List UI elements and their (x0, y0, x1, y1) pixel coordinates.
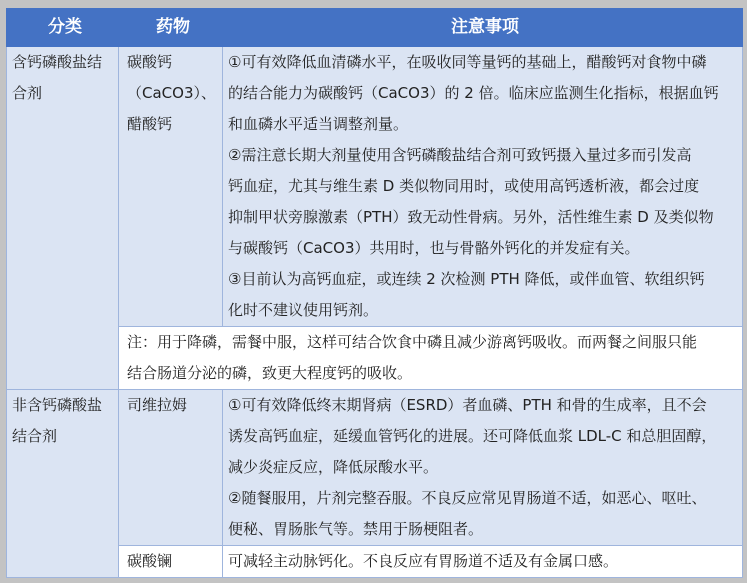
text-line: （CaCO3）、 (127, 84, 216, 102)
drug-table (6, 8, 743, 578)
text-line: 便秘、胃肠胀气等。禁用于肠梗阻者。 (228, 520, 484, 538)
header-notes: 注意事项 (223, 9, 743, 47)
header-drug: 药物 (119, 9, 223, 47)
category-cell (7, 47, 119, 390)
text-line: 减少炎症反应，降低尿酸水平。 (228, 458, 439, 476)
drug-cell (119, 390, 223, 546)
text-line: 化时不建议使用钙剂。 (228, 301, 379, 319)
note-cell (119, 327, 743, 390)
text-line: 醋酸钙 (127, 115, 173, 133)
notes-cell (223, 47, 743, 327)
text-line: 抑制甲状旁腺激素（PTH）致无动性骨病。另外，活性维生素 D 及类似物 (228, 208, 714, 226)
text-line: 结合剂 (12, 427, 58, 445)
text-line: 非含钙磷酸盐 (12, 396, 103, 414)
text-line: ②随餐服用，片剂完整吞服。不良反应常见胃肠道不适，如恶心、呕吐、 (228, 489, 707, 507)
text-line: 含钙磷酸盐结 (12, 53, 103, 71)
header-row (7, 9, 743, 47)
text-line: 可减轻主动脉钙化。不良反应有胃肠道不适及有金属口感。 (228, 552, 619, 570)
text-line: 与碳酸钙（CaCO3）共用时，也与骨骼外钙化的并发症有关。 (228, 239, 640, 257)
text-line: 结合肠道分泌的磷，致更大程度钙的吸收。 (127, 364, 413, 382)
header-category: 分类 (7, 9, 119, 47)
text-line: 和血磷水平适当调整剂量。 (228, 115, 409, 133)
text-line: 的结合能力为碳酸钙（CaCO3）的 2 倍。临床应监测生化指标，根据血钙 (228, 84, 719, 102)
text-line: 碳酸钙 (127, 53, 173, 71)
text-line: ②需注意长期大剂量使用含钙磷酸盐结合剂可致钙摄入量过多而引发高 (228, 146, 692, 164)
text-line: 诱发高钙血症，延缓血管钙化的进展。还可降低血浆 LDL-C 和总胆固醇， (228, 427, 717, 445)
notes-cell (223, 546, 743, 578)
drug-cell (119, 546, 223, 578)
text-line: 司维拉姆 (127, 396, 188, 414)
table-row (7, 390, 743, 546)
category-cell (7, 390, 119, 578)
text-line: ①可有效降低终末期肾病（ESRD）者血磷、PTH 和骨的生成率，且不会 (228, 396, 707, 414)
text-line: 碳酸镧 (127, 552, 173, 570)
table-row (7, 47, 743, 327)
text-line: 注：用于降磷，需餐中服，这样可结合饮食中磷且减少游离钙吸收。而两餐之间服只能 (127, 333, 698, 351)
text-line: ③目前认为高钙血症，或连续 2 次检测 PTH 降低，或伴血管、软组织钙 (228, 270, 705, 288)
text-line: ①可有效降低血清磷水平，在吸收同等量钙的基础上，醋酸钙对食物中磷 (228, 53, 707, 71)
text-line: 合剂 (12, 84, 43, 102)
drug-cell (119, 47, 223, 327)
text-line: 钙血症，尤其与维生素 D 类似物同用时，或使用高钙透析液，都会过度 (228, 177, 700, 195)
notes-cell (223, 390, 743, 546)
